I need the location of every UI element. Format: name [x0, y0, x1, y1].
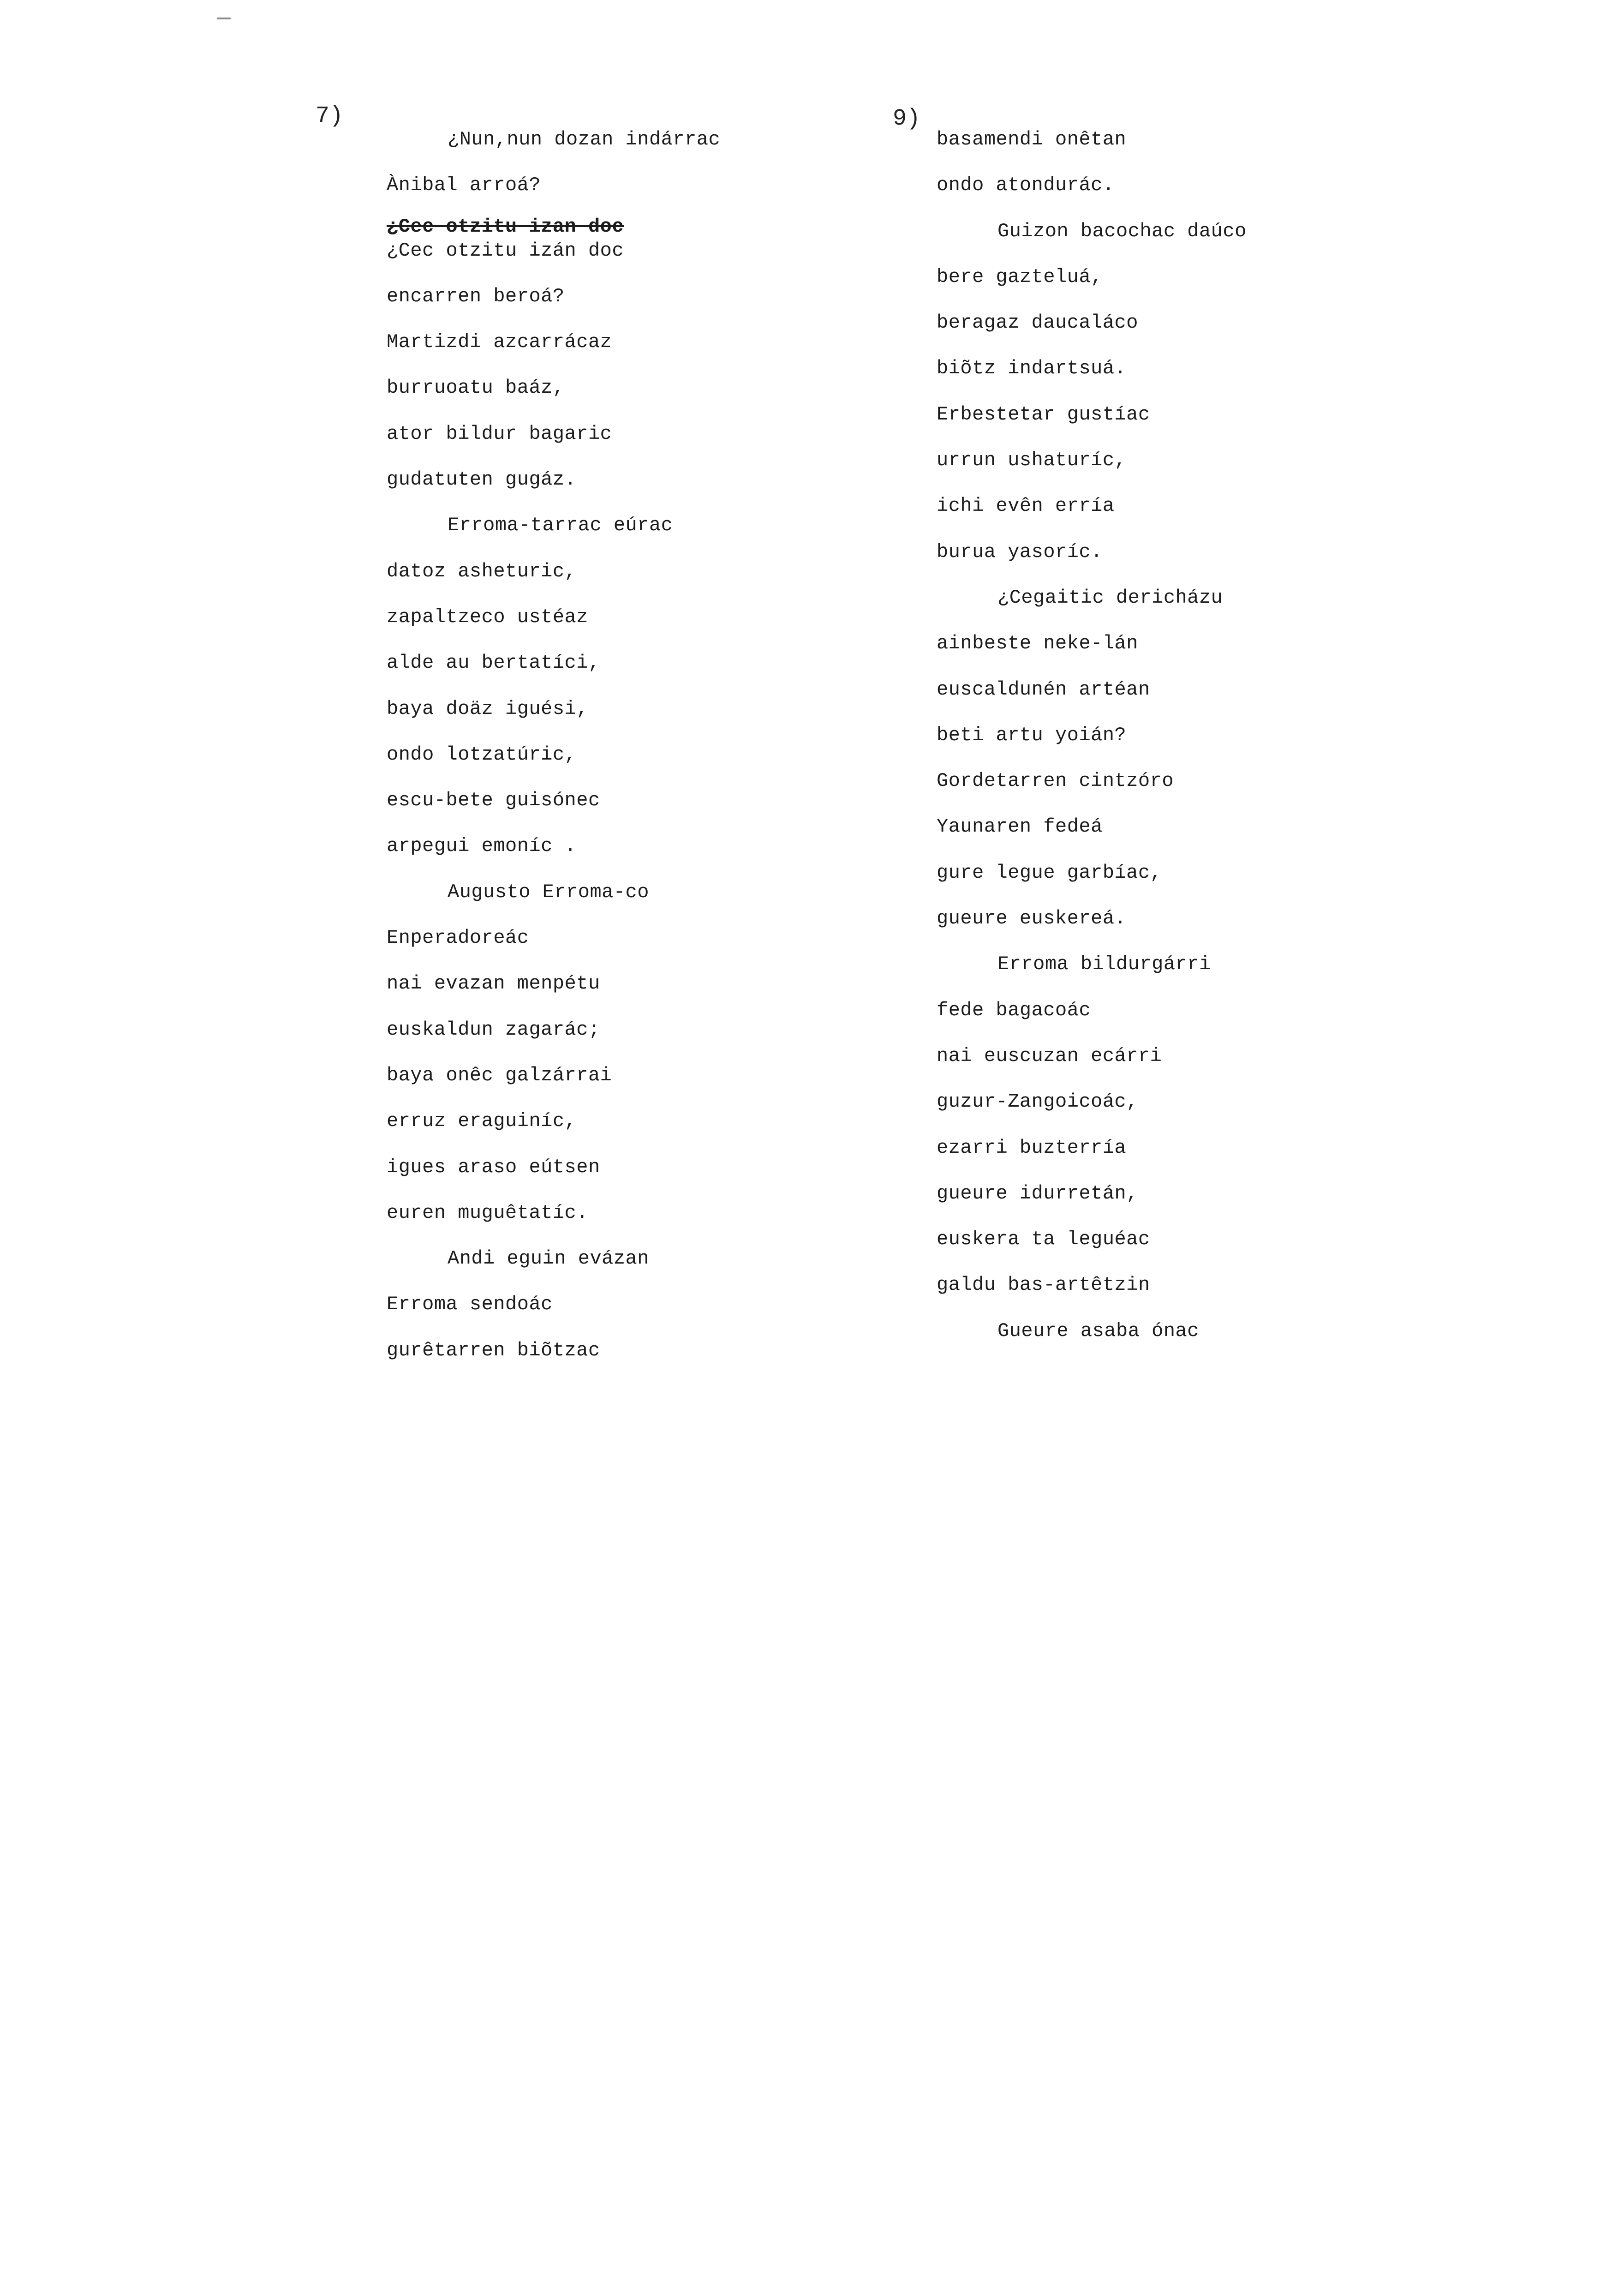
verse-line: Erroma-tarrac eúrac [448, 514, 673, 537]
left-verse-column [387, 126, 848, 1382]
verse-line: Gordetarren cintzóro [937, 770, 1174, 792]
verse-line: Martizdi azcarrácaz [387, 331, 612, 354]
verse-line: Erbestetar gustíac [937, 403, 1150, 425]
verse-line: Erroma sendoác [387, 1293, 553, 1316]
verse-line: ondo atondurác. [937, 174, 1115, 197]
verse-line: ¿Nun,nun dozan indárrac [448, 128, 721, 150]
verse-line: fede bagacoác [937, 999, 1091, 1021]
verse-line: burruoatu baáz, [387, 377, 565, 399]
scan-speck [217, 18, 231, 19]
right-page-number: 9) [893, 106, 921, 132]
verse-line: ator bildur bagaric [387, 422, 612, 445]
verse-line: nai evazan menpétu [387, 972, 600, 995]
verse-line: ¿Cegaitic dericházu [997, 586, 1223, 609]
verse-line: gueure euskereá. [937, 907, 1127, 930]
verse-line: ezarri buzterría [937, 1136, 1127, 1159]
struck-verse-line: ¿Cec otzitu izan doc [387, 215, 624, 238]
verse-line: zapaltzeco ustéaz [387, 605, 588, 628]
verse-line: Augusto Erroma-co [448, 881, 649, 903]
verse-line: nai euscuzan ecárri [937, 1044, 1162, 1067]
verse-line: Gueure asaba ónac [997, 1319, 1199, 1342]
verse-line: euskaldun zagarác; [387, 1018, 600, 1041]
verse-line: baya doäz iguési, [387, 697, 588, 720]
verse-line: biõtz indartsuá. [937, 357, 1127, 380]
verse-line: Erroma bildurgárri [997, 953, 1211, 976]
verse-line: ondo lotzatúric, [387, 743, 577, 766]
verse-line: ¿Cec otzitu izán doc [387, 239, 624, 262]
verse-line: gueure idurretán, [937, 1182, 1138, 1204]
verse-line: Ànibal arroá? [387, 174, 541, 197]
verse-line: Enperadoreác [387, 927, 529, 949]
verse-line: Guizon bacochac daúco [997, 220, 1247, 242]
right-verse-column [937, 126, 1398, 1363]
verse-line: euskera ta leguéac [937, 1228, 1150, 1251]
verse-line: gudatuten gugáz. [387, 468, 577, 491]
verse-line: datoz asheturic, [387, 560, 577, 582]
verse-line: ichi evên erría [937, 495, 1115, 517]
verse-line: gure legue garbíac, [937, 861, 1162, 884]
verse-line: basamendi onêtan [937, 128, 1127, 150]
verse-line: gurêtarren biõtzac [387, 1339, 600, 1361]
verse-line: Andi eguin evázan [448, 1247, 649, 1270]
verse-line: urrun ushaturíc, [937, 449, 1127, 472]
verse-line: igues araso eútsen [387, 1156, 600, 1178]
verse-line: Yaunaren fedeá [937, 815, 1103, 838]
verse-line: baya onêc galzárrai [387, 1064, 612, 1086]
verse-line: galdu bas-artêtzin [937, 1274, 1150, 1296]
left-page-number: 7) [316, 103, 344, 129]
verse-line: arpegui emoníc . [387, 835, 577, 857]
verse-line: erruz eraguiníc, [387, 1110, 577, 1133]
verse-line: escu-bete guisónec [387, 789, 600, 812]
verse-line: encarren beroá? [387, 285, 565, 307]
verse-line: guzur-Zangoicoác, [937, 1091, 1138, 1113]
verse-line: euren muguêtatíc. [387, 1201, 588, 1224]
verse-line: beragaz daucaláco [937, 312, 1138, 334]
verse-line: euscaldunén artéan [937, 678, 1150, 701]
verse-line: ainbeste neke-lán [937, 632, 1138, 655]
verse-line: beti artu yoián? [937, 724, 1127, 746]
verse-line: bere gazteluá, [937, 265, 1103, 288]
verse-line: burua yasoríc. [937, 540, 1103, 563]
verse-line: alde au bertatíci, [387, 652, 600, 674]
